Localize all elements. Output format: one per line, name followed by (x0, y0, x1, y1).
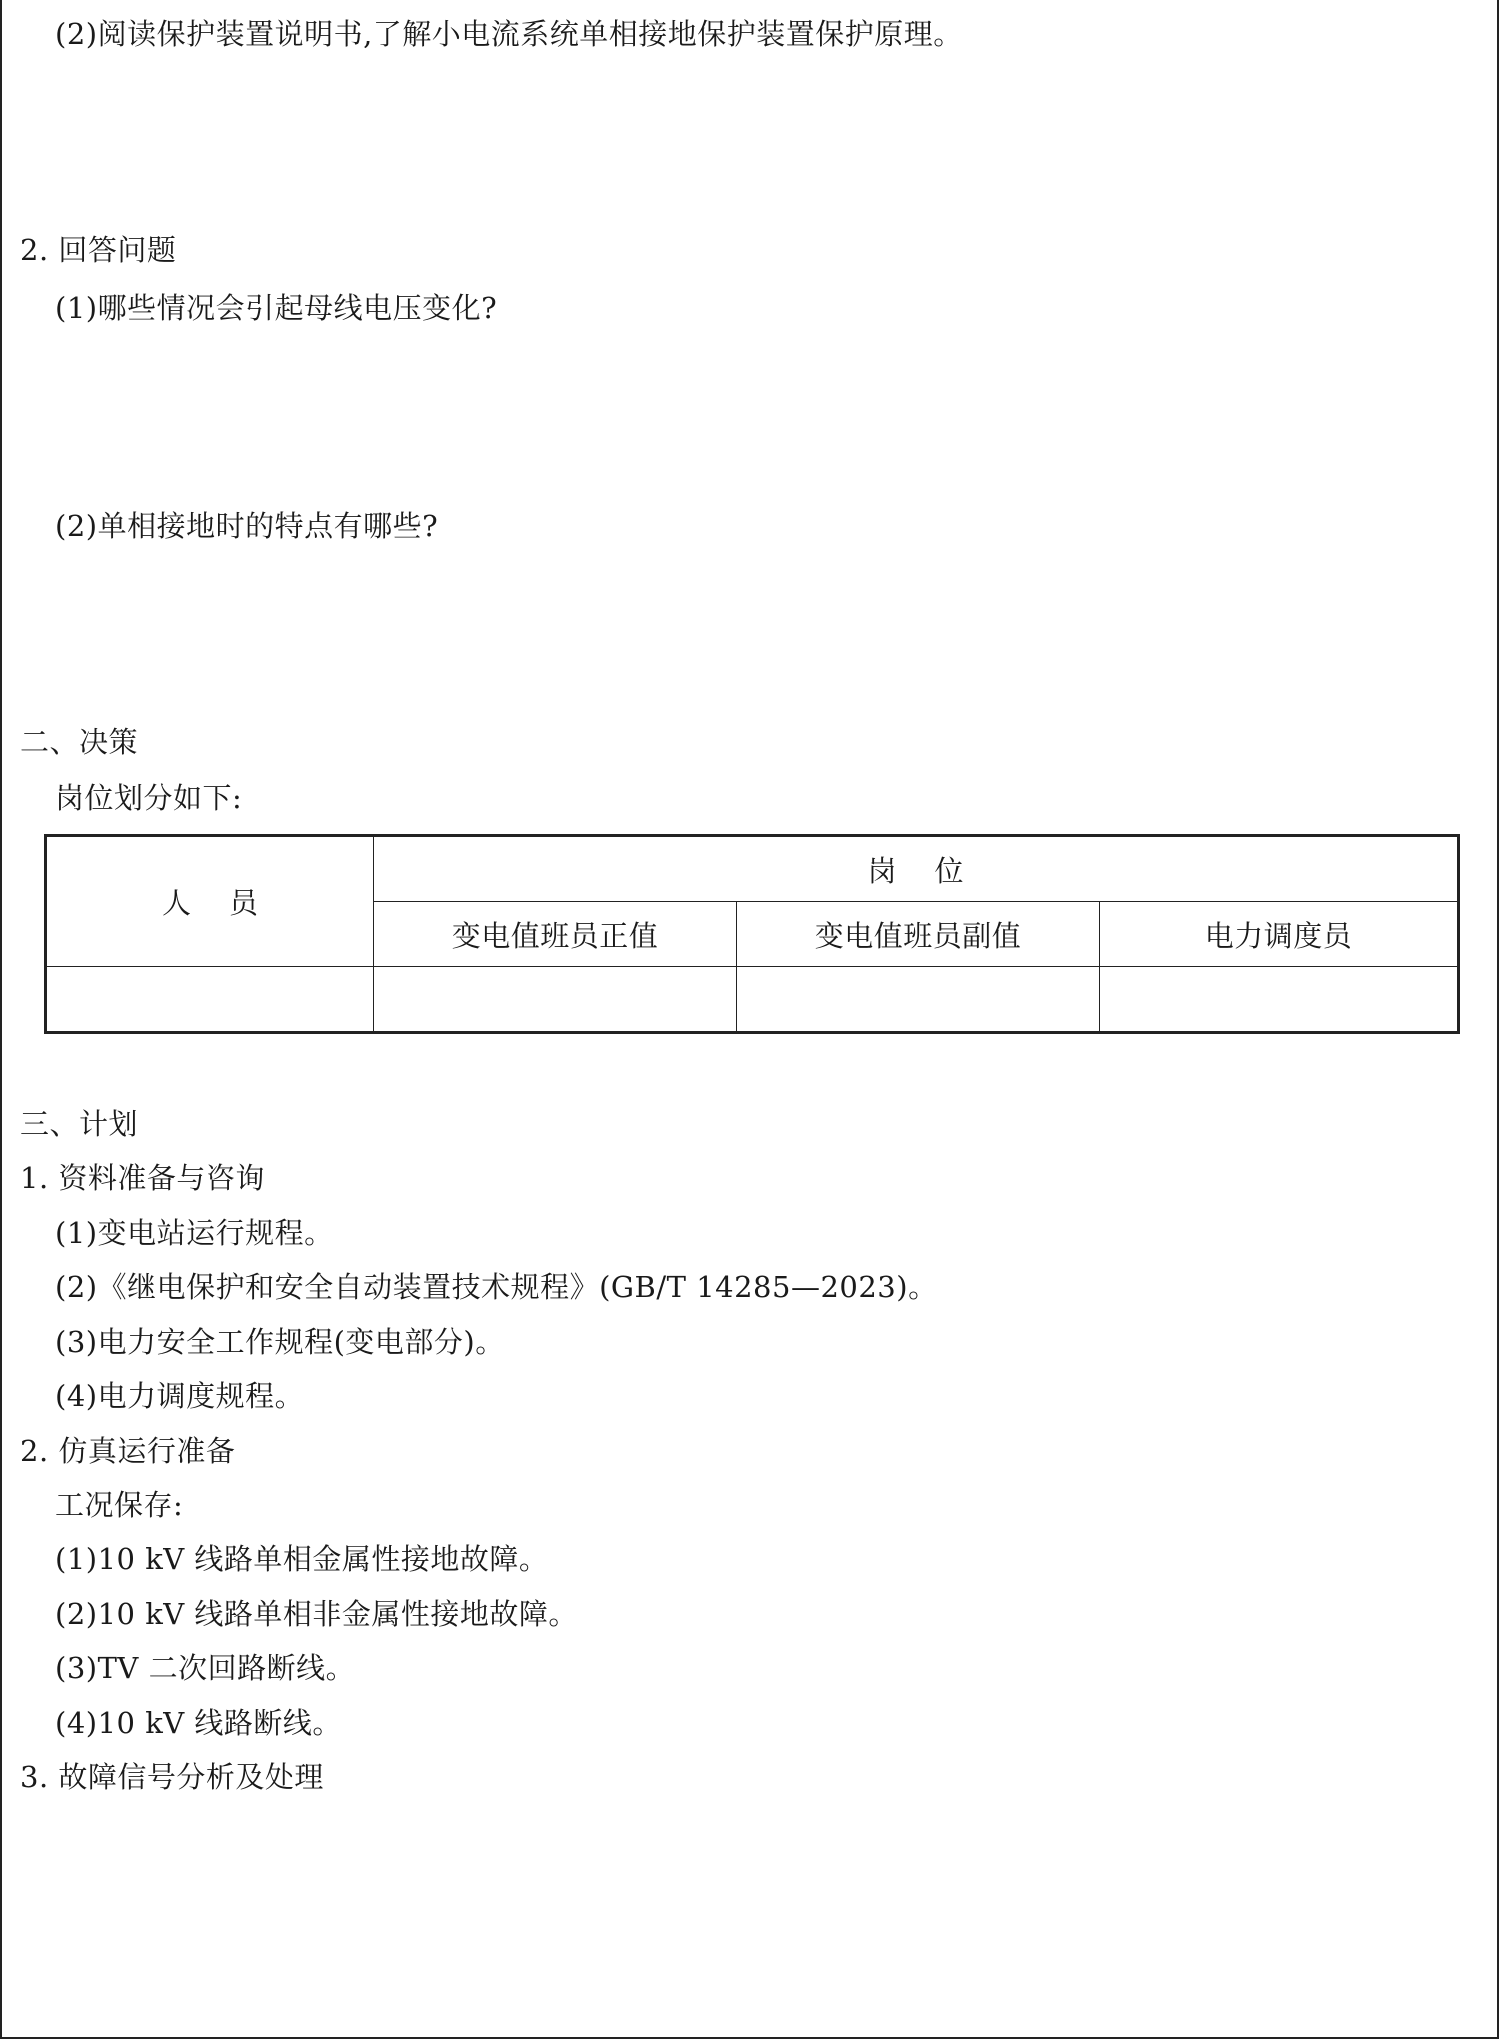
condition-save-label: 工况保存: (55, 1488, 184, 1522)
material-item-4: (4)电力调度规程。 (55, 1379, 305, 1413)
column-header-dispatcher: 电力调度员 (1100, 902, 1459, 967)
table-cell-personnel (46, 967, 374, 1033)
role-division-intro: 岗位划分如下: (55, 781, 243, 815)
section-plan: 三、计划 (20, 1107, 139, 1141)
table-cell-duty-deputy (737, 967, 1100, 1033)
read-manual-item: (2)阅读保护装置说明书,了解小电流系统单相接地保护装置保护原理。 (55, 17, 963, 51)
question-1: (1)哪些情况会引起母线电压变化? (55, 291, 498, 325)
column-header-duty-chief: 变电值班员正值 (374, 902, 737, 967)
condition-item-3: (3)TV 二次回路断线。 (55, 1651, 356, 1685)
condition-item-2: (2)10 kV 线路单相非金属性接地故障。 (55, 1597, 578, 1631)
position-header: 岗位 (867, 853, 1002, 888)
material-item-1: (1)变电站运行规程。 (55, 1216, 334, 1250)
role-table (44, 834, 1460, 1034)
section-decision: 二、决策 (20, 725, 139, 759)
table-cell-duty-chief (374, 967, 737, 1033)
position-header-cell (374, 836, 1459, 902)
section-answer-questions: 2. 回答问题 (20, 233, 177, 267)
question-2: (2)单相接地时的特点有哪些? (55, 509, 439, 543)
material-preparation-heading: 1. 资料准备与咨询 (20, 1161, 265, 1195)
table-cell-dispatcher (1100, 967, 1459, 1033)
condition-item-4: (4)10 kV 线路断线。 (55, 1706, 342, 1740)
personnel-header: 人员 (161, 886, 296, 920)
fault-analysis-heading: 3. 故障信号分析及处理 (20, 1760, 324, 1794)
column-header-duty-deputy: 变电值班员副值 (737, 902, 1100, 967)
material-item-3: (3)电力安全工作规程(变电部分)。 (55, 1325, 505, 1359)
condition-item-1: (1)10 kV 线路单相金属性接地故障。 (55, 1542, 549, 1576)
personnel-header-cell (46, 836, 374, 967)
simulation-preparation-heading: 2. 仿真运行准备 (20, 1434, 236, 1468)
material-item-2: (2)《继电保护和安全自动装置技术规程》(GB/T 14285—2023)。 (55, 1270, 938, 1304)
